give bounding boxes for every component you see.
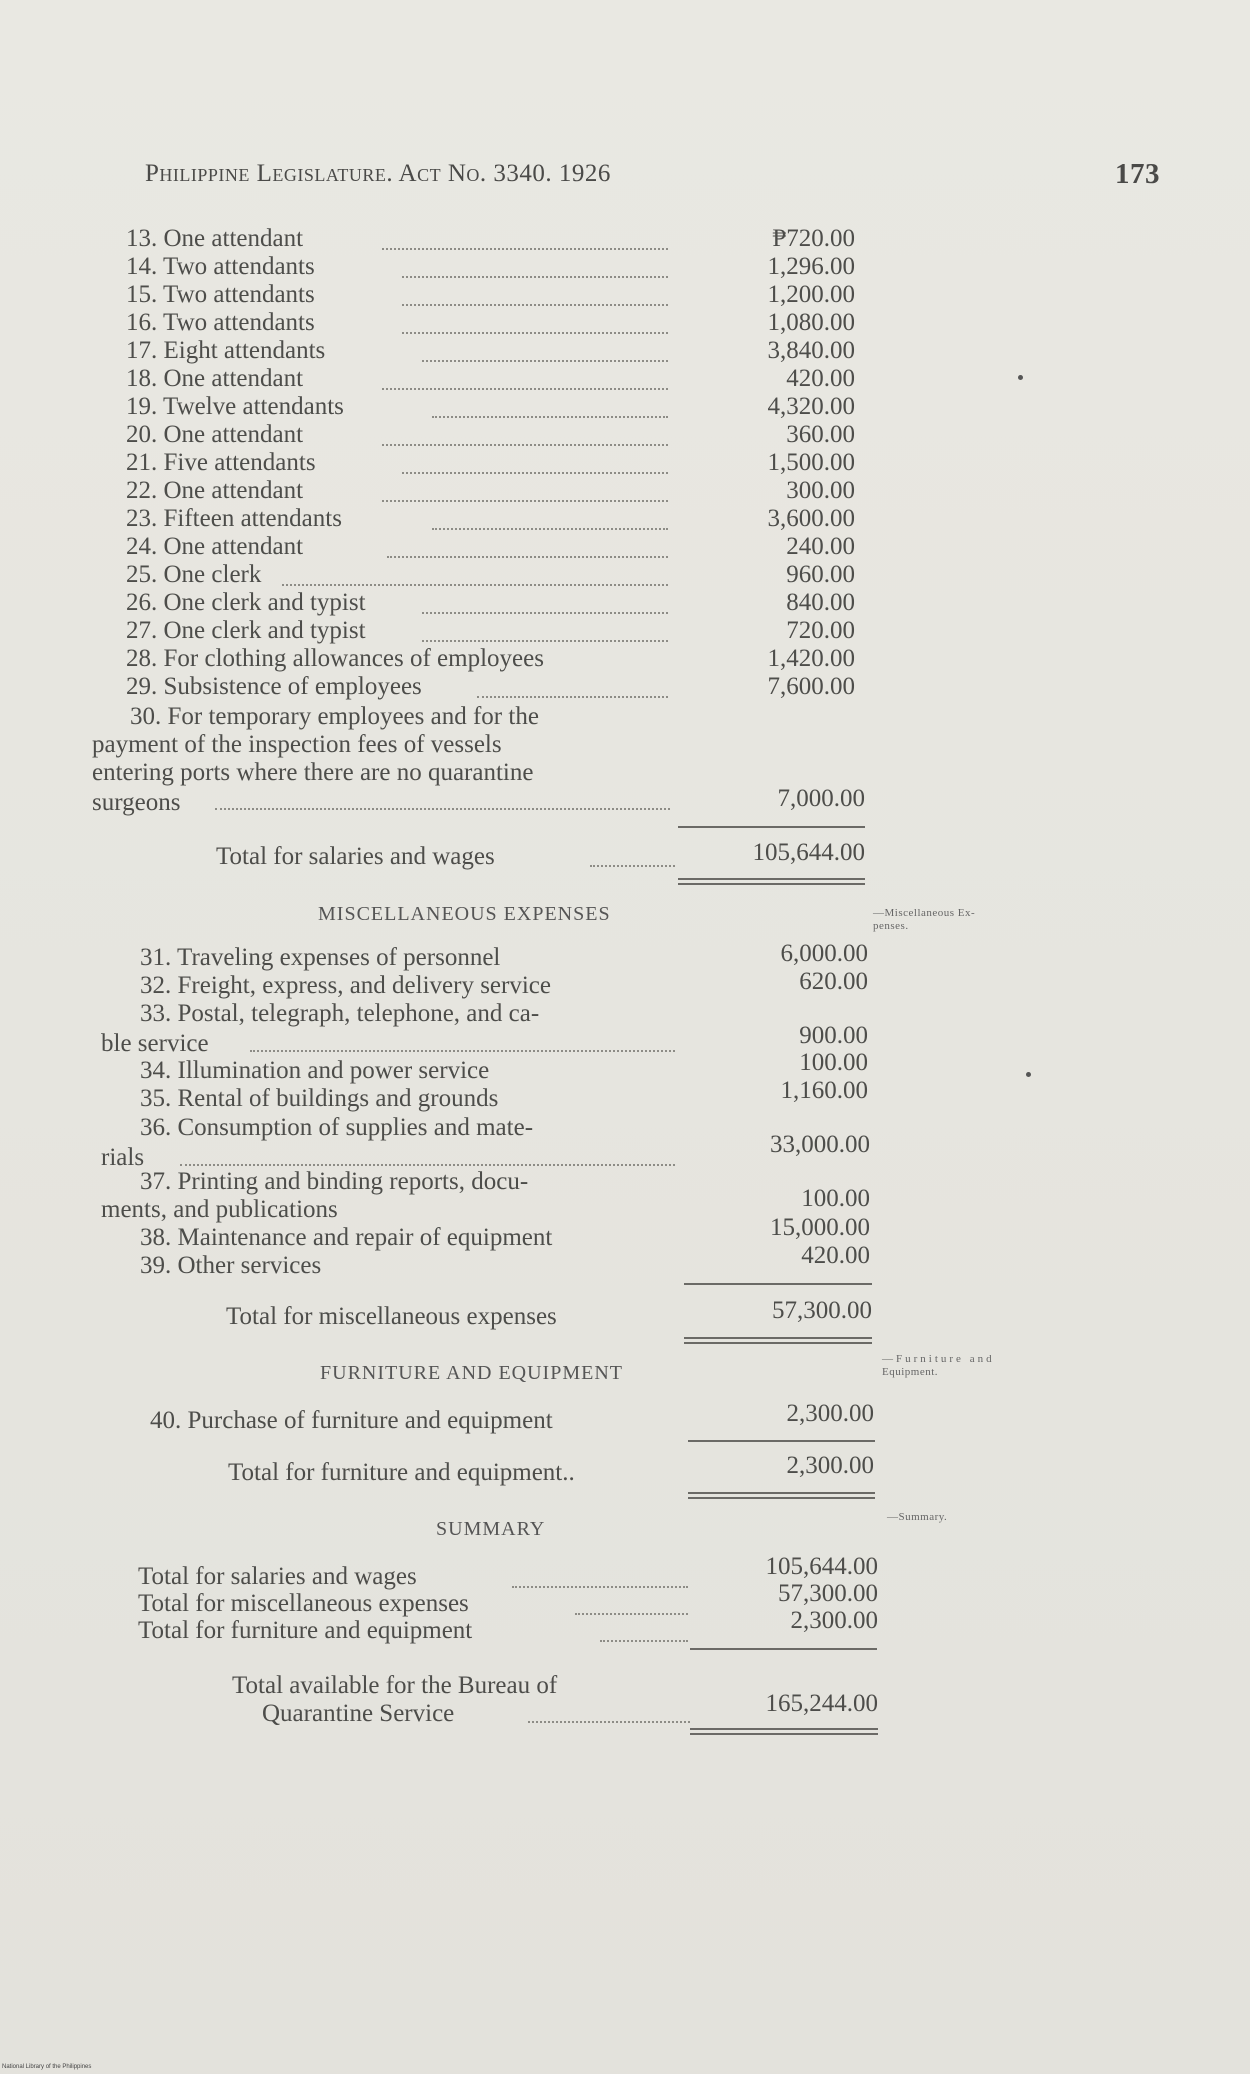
subtotal-rule — [688, 1440, 875, 1442]
salary-item-amount: 7,600.00 — [767, 673, 855, 700]
total-double-rule — [690, 1728, 878, 1735]
salary-item-label: 15. Two attendants — [126, 281, 315, 308]
misc-total-label: Total for miscellaneous expenses — [226, 1303, 557, 1330]
salary-item-amount: 3,600.00 — [767, 505, 855, 532]
summary-row-amount: 57,300.00 — [778, 1580, 878, 1607]
salary-item-label: 23. Fifteen attendants — [126, 505, 342, 532]
summary-row-amount: 2,300.00 — [790, 1607, 878, 1634]
salary-item-label: 27. One clerk and typist — [126, 617, 366, 644]
salary-item-amount: 420.00 — [786, 365, 855, 392]
summary-margin-note: —Summary. — [887, 1511, 948, 1523]
furniture-total-amount: 2,300.00 — [786, 1452, 874, 1479]
item-34-amount: 100.00 — [799, 1049, 868, 1076]
salary-item-label: 17. Eight attendants — [126, 337, 326, 364]
total-double-rule — [688, 1492, 875, 1499]
salary-item-amount: 1,420.00 — [767, 645, 855, 672]
item-40-amount: 2,300.00 — [786, 1400, 874, 1427]
leader-dots — [575, 1611, 688, 1615]
leader-dots — [215, 806, 670, 810]
leader-dots — [422, 358, 668, 362]
item-30-line-4: surgeons — [92, 789, 181, 816]
total-double-rule — [684, 1337, 872, 1344]
item-37-line-2: ments, and publications — [101, 1196, 338, 1223]
paper-speck — [1018, 375, 1023, 380]
leader-dots — [402, 330, 668, 334]
leader-dots — [528, 1719, 690, 1723]
salary-item-amount: 3,840.00 — [767, 337, 855, 364]
item-32-amount: 620.00 — [799, 968, 868, 995]
item-36-line-2: rials — [101, 1144, 145, 1171]
leader-dots — [382, 246, 668, 250]
salary-item-amount: 1,296.00 — [767, 253, 855, 280]
furniture-margin-note-cont: Equipment. — [882, 1366, 939, 1378]
item-33-line-1: 33. Postal, telegraph, telephone, and ca- — [140, 1000, 540, 1027]
paper-speck — [1026, 1072, 1031, 1077]
salary-item-label: 21. Five attendants — [126, 449, 316, 476]
salary-item-amount: 1,500.00 — [767, 449, 855, 476]
furniture-heading: FURNITURE AND EQUIPMENT — [320, 1362, 623, 1384]
item-38-amount: 15,000.00 — [770, 1214, 870, 1241]
item-35-amount: 1,160.00 — [780, 1077, 868, 1104]
salaries-total-amount: 105,644.00 — [752, 839, 865, 866]
summary-row-amount: 105,644.00 — [765, 1553, 878, 1580]
item-30-amount: 7,000.00 — [777, 785, 865, 812]
item-34-label: 34. Illumination and power service — [140, 1057, 490, 1084]
misc-total-amount: 57,300.00 — [772, 1297, 872, 1324]
salaries-total-label: Total for salaries and wages — [216, 843, 495, 870]
salary-item-label: 26. One clerk and typist — [126, 589, 366, 616]
item-38-label: 38. Maintenance and repair of equipment — [140, 1224, 553, 1251]
subtotal-rule — [690, 1648, 877, 1650]
leader-dots — [382, 498, 668, 502]
salary-item-amount: 360.00 — [786, 421, 855, 448]
item-30-line-3: entering ports where there are no quarantine — [92, 759, 534, 786]
item-31-label: 31. Traveling expenses of personnel — [140, 944, 501, 971]
salary-item-label: 14. Two attendants — [126, 253, 315, 280]
misc-margin-note: —Miscellaneous Ex- — [873, 907, 976, 919]
item-33-line-2: ble service — [101, 1030, 209, 1057]
leader-dots — [402, 470, 668, 474]
leader-dots — [422, 610, 668, 614]
item-35-label: 35. Rental of buildings and grounds — [140, 1085, 499, 1112]
salary-item-amount: 300.00 — [786, 477, 855, 504]
salary-item-label: 18. One attendant — [126, 365, 304, 392]
salary-item-amount: 960.00 — [786, 561, 855, 588]
leader-dots — [600, 1638, 688, 1642]
salary-item-label: 24. One attendant — [126, 533, 304, 560]
item-33-amount: 900.00 — [799, 1022, 868, 1049]
leader-dots — [382, 386, 668, 390]
leader-dots — [432, 526, 668, 530]
item-30-line-2: payment of the inspection fees of vessels — [92, 731, 502, 758]
leader-dots — [387, 554, 668, 558]
leader-dots — [402, 302, 668, 306]
grand-total-line-1: Total available for the Bureau of — [232, 1672, 558, 1699]
salary-item-label: 19. Twelve attendants — [126, 393, 344, 420]
leader-dots — [402, 274, 668, 278]
furniture-total-label: Total for furniture and equipment.. — [228, 1459, 575, 1486]
salary-item-label: 13. One attendant — [126, 225, 304, 252]
misc-heading: MISCELLANEOUS EXPENSES — [318, 903, 611, 925]
salary-item-label: 25. One clerk — [126, 561, 262, 588]
salary-item-label: 28. For clothing allowances of employees — [126, 645, 544, 672]
running-header — [145, 160, 1160, 200]
item-39-amount: 420.00 — [801, 1242, 870, 1269]
salary-item-amount: 240.00 — [786, 533, 855, 560]
item-40-label: 40. Purchase of furniture and equipment — [150, 1407, 553, 1434]
salary-item-label: 16. Two attendants — [126, 309, 315, 336]
salary-item-amount: 4,320.00 — [767, 393, 855, 420]
page-number: 173 — [1115, 158, 1160, 190]
item-31-amount: 6,000.00 — [780, 940, 868, 967]
summary-row-label: Total for furniture and equipment — [138, 1617, 473, 1644]
item-36-amount: 33,000.00 — [770, 1131, 870, 1158]
item-32-label: 32. Freight, express, and delivery service — [140, 972, 551, 999]
scan-credit: National Library of the Philippines — [2, 2064, 92, 2070]
item-37-amount: 100.00 — [801, 1185, 870, 1212]
leader-dots — [432, 414, 668, 418]
salary-item-amount: ₱720.00 — [772, 225, 855, 252]
leader-dots — [590, 863, 675, 867]
leader-dots — [250, 1048, 675, 1052]
subtotal-rule — [684, 1283, 872, 1285]
subtotal-rule — [678, 826, 865, 828]
leader-dots — [180, 1162, 675, 1166]
leader-dots — [382, 442, 668, 446]
leader-dots — [282, 582, 668, 586]
summary-row-label: Total for miscellaneous expenses — [138, 1590, 469, 1617]
salary-item-amount: 1,080.00 — [767, 309, 855, 336]
grand-total-amount: 165,244.00 — [765, 1690, 878, 1717]
item-30-line-1: 30. For temporary employees and for the — [130, 703, 539, 730]
total-double-rule — [678, 878, 865, 885]
misc-margin-note-cont: penses. — [873, 920, 909, 932]
summary-row-label: Total for salaries and wages — [138, 1563, 417, 1590]
item-37-line-1: 37. Printing and binding reports, docu- — [140, 1168, 529, 1195]
item-39-label: 39. Other services — [140, 1252, 322, 1279]
leader-dots — [477, 694, 668, 698]
item-36-line-1: 36. Consumption of supplies and mate- — [140, 1114, 534, 1141]
leader-dots — [512, 1584, 688, 1588]
grand-total-line-2: Quarantine Service — [262, 1700, 455, 1727]
salary-item-amount: 1,200.00 — [767, 281, 855, 308]
salary-item-amount: 720.00 — [786, 617, 855, 644]
salary-item-amount: 840.00 — [786, 589, 855, 616]
leader-dots — [422, 638, 668, 642]
header-title: Philippine Legislature. Act No. 3340. 1926 — [145, 160, 611, 187]
salary-item-label: 29. Subsistence of employees — [126, 673, 422, 700]
salary-item-label: 22. One attendant — [126, 477, 304, 504]
summary-heading: SUMMARY — [436, 1518, 546, 1540]
salary-item-label: 20. One attendant — [126, 421, 304, 448]
furniture-margin-note: —Furniture and — [882, 1353, 995, 1365]
